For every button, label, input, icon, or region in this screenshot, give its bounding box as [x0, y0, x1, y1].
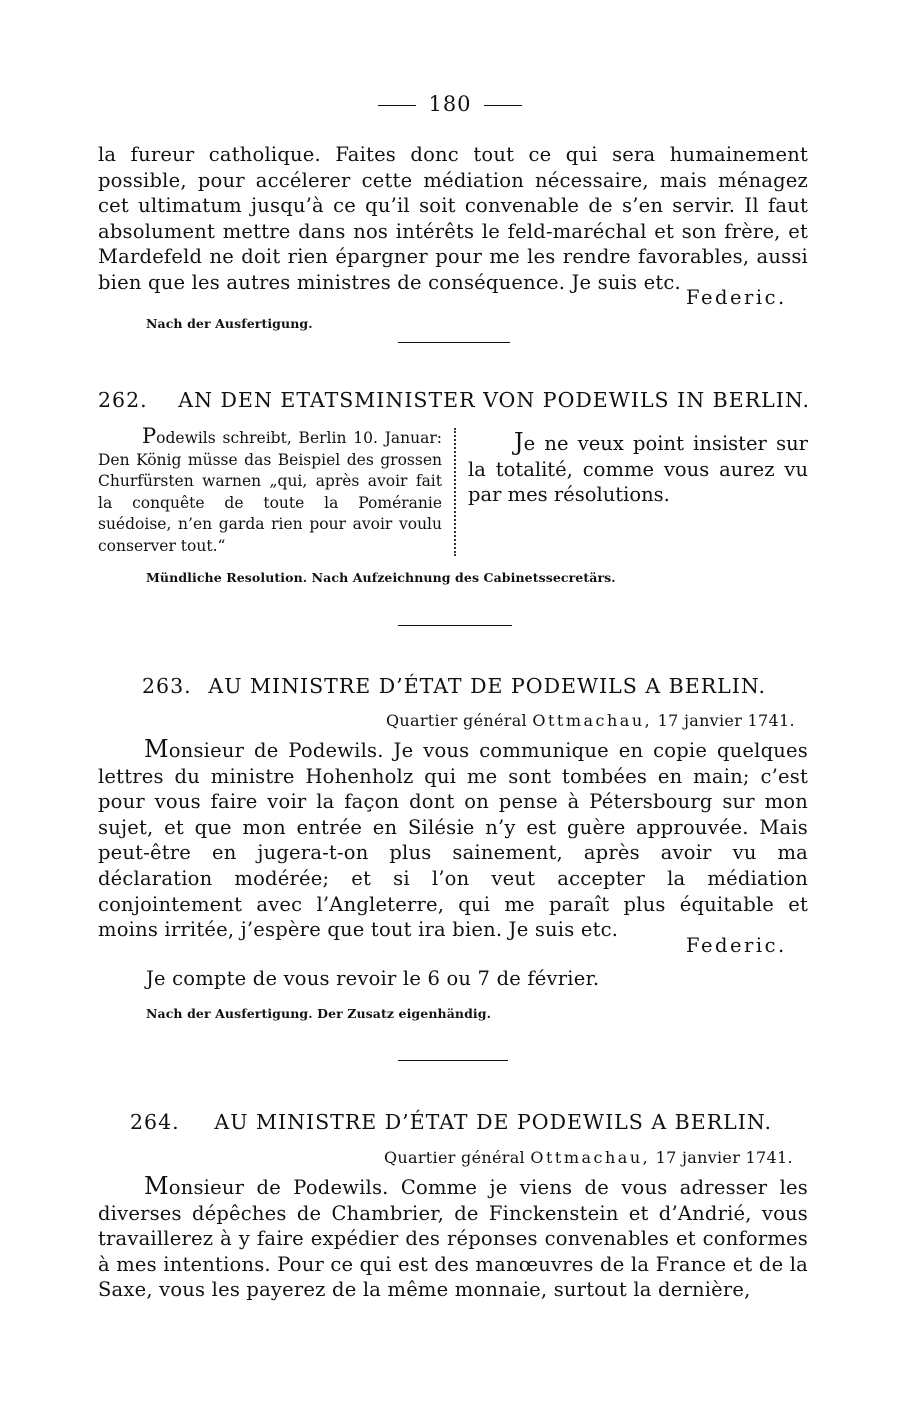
letter-263-place-prefix: Quartier général	[386, 711, 527, 730]
letter-264-place-date	[384, 1148, 793, 1167]
letter-263-place-name: Ottmachau,	[532, 711, 653, 730]
letter-264-title: AU MINISTRE D’ÉTAT DE PODEWILS A BERLIN.	[214, 1110, 772, 1134]
intro-paragraph: la fureur catholique. Faites donc tout ce qui sera humainement possible, pour accélerer cette médiation nécessaire, mais ménagez cet ultimatum jusqu’à ce qu’il soit convenable de s’en servir. Il faut absolument mettre dans nos intérêts le feld-maréchal et son frère, et Mardefeld ne doit rien épargner pour me les rendre favorables, aussi bien que les autres ministres de conséquence. Je suis etc.	[98, 143, 808, 294]
column-divider	[454, 428, 456, 556]
letter-264-text: onsieur de Podewils. Comme je viens de vous adresser les diverses dépêches de Chambrier, de Finckenstein et d’Andrié, vous travaillerez à y faire expédier des réponses convenables et conformes à mes intentions. Pour ce qui est des manœuvres de la France et de la Saxe, vous les payerez de la même monnaie, surtout la dernière,	[98, 1176, 808, 1302]
page-number	[0, 92, 900, 116]
letter-263-body	[98, 737, 808, 943]
page-number-dash-left	[378, 105, 416, 106]
letter-263-title: AU MINISTRE D’ÉTAT DE PODEWILS A BERLIN.	[208, 674, 766, 698]
letter-263-number: 263.	[142, 674, 192, 698]
letter-263-postscript: Je compte de vous revoir le 6 ou 7 de février.	[146, 967, 600, 990]
separator-rule	[398, 342, 510, 343]
page-number-dash-right	[484, 105, 522, 106]
letter-263-source-note: Nach der Ausfertigung. Der Zusatz eigenhändig.	[146, 1006, 492, 1021]
letter-263-heading	[142, 674, 766, 698]
letter-264-place-name: Ottmachau,	[530, 1148, 651, 1167]
letter-263-initial: M	[144, 735, 169, 763]
letter-262-summary-initial: P	[142, 424, 157, 448]
letter-262-title: AN DEN ETATSMINISTER VON PODEWILS IN BERLIN.	[178, 388, 810, 412]
letter-262-summary-text: odewils schreibt, Berlin 10. Januar: Den König müsse das Beispiel des grossen Churfürsten warnen „qui, après avoir fait la conquête de toute la Poméranie suédoise, n’en garda rien pour avoir voulu conserver tout.“	[98, 429, 442, 555]
letter-264-initial: M	[144, 1172, 169, 1200]
letter-263-signature: Federic.	[686, 934, 787, 957]
letter-263-date: 17 janvier 1741.	[657, 711, 795, 730]
letter-264-heading	[130, 1110, 772, 1134]
letter-262-response-initial: J	[514, 428, 524, 456]
letter-262-response	[468, 430, 808, 508]
page-number-value: 180	[428, 92, 472, 116]
letter-263-text: onsieur de Podewils. Je vous communique en copie quelques lettres du ministre Hohenholz qui me sont tombées en main; c’est pour vous faire voir la façon dont on pense à Pétersbourg sur mon sujet, et que mon entrée en Silésie n’y est guère approuvée. Mais peut-être en jugera-t-on plus sainement, après avoir vu ma déclaration modérée; et si l’on veut accepter la médiation conjointement avec l’Angleterre, qui me paraît plus équitable et moins irritée, j’espère que tout ira bien. Je suis etc.	[98, 739, 808, 942]
letter-264-body	[98, 1174, 808, 1303]
letter-262-number: 262.	[98, 388, 148, 412]
letter-262-heading	[98, 388, 810, 412]
letter-263-place-date	[386, 711, 795, 730]
letter-264-number: 264.	[130, 1110, 180, 1134]
letter-262-source-note: Mündliche Resolution. Nach Aufzeichnung des Cabinetssecretärs.	[146, 570, 616, 585]
letter-262-response-text: e ne veux point insister sur la totalité, comme vous aurez vu par mes résolutions.	[468, 432, 808, 507]
separator-rule	[398, 1060, 508, 1061]
intro-signature: Federic.	[686, 286, 787, 309]
separator-rule	[398, 625, 512, 626]
intro-source-note: Nach der Ausfertigung.	[146, 316, 313, 331]
letter-264-place-prefix: Quartier général	[384, 1148, 525, 1167]
letter-264-date: 17 janvier 1741.	[655, 1148, 793, 1167]
letter-262-summary	[98, 426, 442, 558]
